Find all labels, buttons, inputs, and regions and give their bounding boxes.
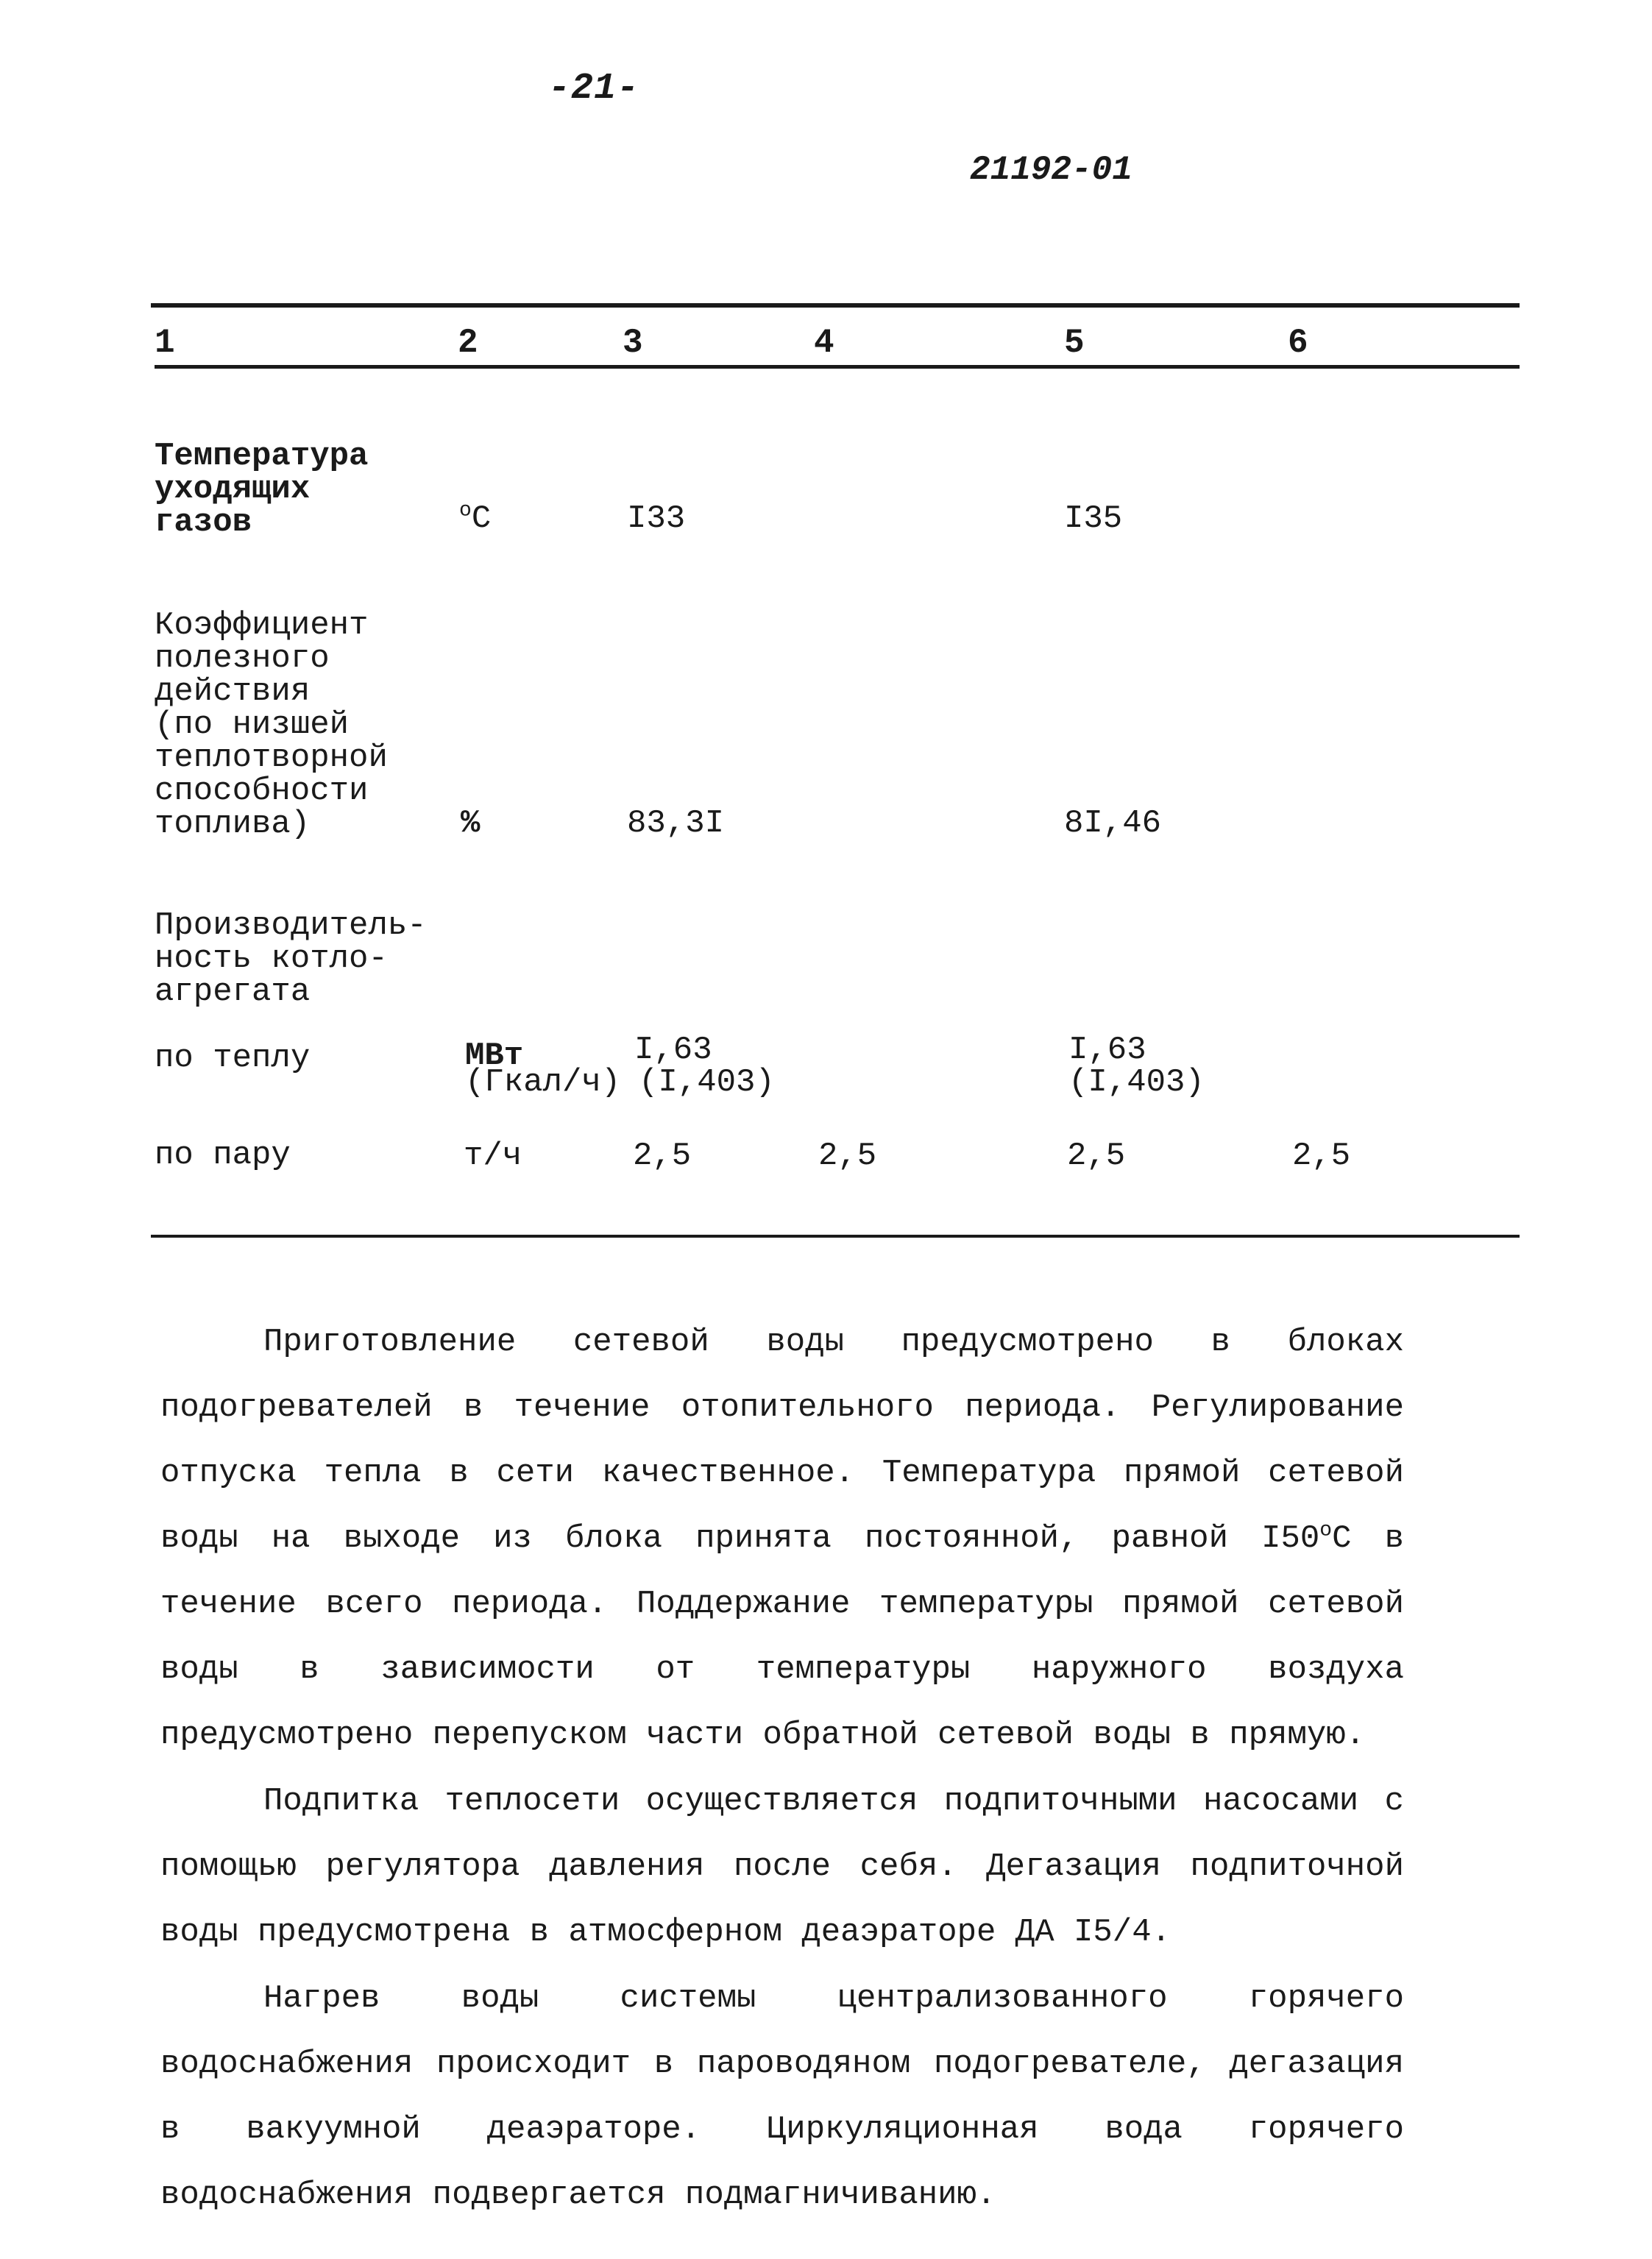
column-header-4: 4 xyxy=(814,324,834,362)
row-heat-col3-line2: (I,403) xyxy=(639,1064,775,1101)
row-heat-param: по теплу xyxy=(155,1040,311,1077)
page-number: -21- xyxy=(548,68,640,110)
degree-symbol: o xyxy=(459,499,472,522)
row-steam-col4: 2,5 xyxy=(818,1138,877,1174)
paragraph-makeup: Подпитка теплосети осуществляется подпиточными насосами с помощью регулятора давления после себя. Дегазация подпиточной воды предусмотрена в атмосферном деаэраторе ДА I5/4. xyxy=(160,1783,1404,1951)
row-heat-col3-line1: I,63 xyxy=(634,1032,712,1068)
row-flue-gas-unit: $^o$C xyxy=(459,499,492,537)
row-steam-col6: 2,5 xyxy=(1292,1138,1351,1174)
row-heat-unit-line1: МВт xyxy=(465,1038,524,1074)
column-header-2: 2 xyxy=(458,324,478,362)
column-header-1: 1 xyxy=(155,324,175,362)
document-code: 21192-01 xyxy=(970,151,1132,189)
column-header-3: 3 xyxy=(623,324,643,362)
row-flue-gas-param: Температура уходящих газов xyxy=(155,438,369,541)
paragraph-hot-water: Нагрев воды системы централизованного горячего водоснабжения происходит в пароводяном подогревателе, дегазация в вакуумной деаэраторе. Циркуляционная вода горячего водоснабжения подвергается подмагничиванию. xyxy=(160,1980,1404,2213)
paragraph-network-water: Приготовление сетевой воды предусмотрено в блоках подогревателей в течение отопительного периода. Регулирование отпуска тепла в сети качественное. Температура прямой сетевой воды на выходе из блока принята постоянной, равной I50$^o$С в течение всего периода. Поддержание температуры прямой сетевой воды в зависимости от температуры наружного воздуха предусмотрено перепуском части обратной сетевой воды в прямую. xyxy=(160,1324,1404,1753)
row-steam-col3: 2,5 xyxy=(633,1138,692,1174)
row-capacity-param: Производитель- ность котло- агрегата xyxy=(155,907,427,1010)
table-top-rule xyxy=(151,303,1520,308)
row-steam-col5: 2,5 xyxy=(1067,1138,1126,1174)
row-flue-gas-col5: I35 xyxy=(1064,500,1123,537)
row-efficiency-col5: 8I,46 xyxy=(1064,805,1162,842)
row-heat-col5-line1: I,63 xyxy=(1068,1032,1146,1068)
row-heat-col5-line2: (I,403) xyxy=(1068,1064,1205,1101)
row-efficiency-unit: % xyxy=(461,805,481,842)
column-header-6: 6 xyxy=(1288,324,1308,362)
row-steam-unit: т/ч xyxy=(464,1138,522,1174)
degree-symbol: o xyxy=(1319,1519,1333,1542)
column-header-5: 5 xyxy=(1064,324,1085,362)
row-flue-gas-col3: I33 xyxy=(627,500,686,537)
row-heat-unit-line2: (Гкал/ч) xyxy=(465,1064,621,1101)
table-header-rule xyxy=(155,365,1520,369)
row-efficiency-param: Коэффициент полезного действия (по низшей теплотворной способности топлива) xyxy=(155,607,388,843)
row-steam-param: по пару xyxy=(155,1137,291,1174)
row-efficiency-col3: 83,3I xyxy=(627,805,725,842)
table-bottom-rule xyxy=(151,1235,1520,1238)
